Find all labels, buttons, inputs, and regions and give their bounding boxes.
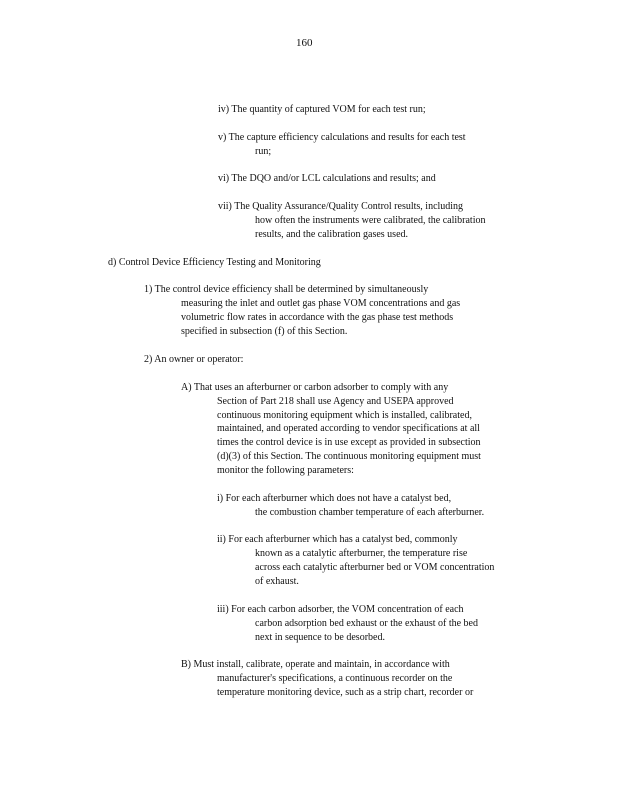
item-Ai-line-2: the combustion chamber temperature of each afterburner. [255,507,485,518]
item-Aii-line-4: of exhaust. [255,576,299,587]
item-A-line-4: maintained, and operated according to vendor specifications at all [217,423,480,434]
item-A-line-1: A) That uses an afterburner or carbon adsorber to comply with any [181,382,449,393]
item-iv-line-1: iv) The quantity of captured VOM for each test run; [218,104,426,115]
item-d1-line-4: specified in subsection (f) of this Section. [181,326,348,337]
item-Ai-line-1: i) For each afterburner which does not have a catalyst bed, [217,493,452,504]
item-A-line-6: (d)(3) of this Section. The continuous monitoring equipment must [217,451,481,462]
item-A-line-2: Section of Part 218 shall use Agency and USEPA approved [217,396,454,407]
item-B-line-3: temperature monitoring device, such as a strip chart, recorder or [217,687,474,698]
item-A-line-3: continuous monitoring equipment which is installed, calibrated, [217,410,472,421]
item-Aiii-line-2: carbon adsorption bed exhaust or the exhaust of the bed [255,618,478,629]
item-d1-line-2: measuring the inlet and outlet gas phase VOM concentrations and gas [181,298,461,309]
item-A-line-5: times the control device is in use except as provided in subsection [217,437,481,448]
item-Aii-line-3: across each catalytic afterburner bed or VOM concentration [255,562,495,573]
item-d2-line-1: 2) An owner or operator: [144,354,244,365]
item-v-line-2: run; [255,146,272,157]
item-vii-line-2: how often the instruments were calibrated, the calibration [255,215,486,226]
item-d1-line-3: volumetric flow rates in accordance with the gas phase test methods [181,312,454,323]
item-v-line-1: v) The capture efficiency calculations and results for each test [218,132,466,143]
section-d-heading: d) Control Device Efficiency Testing and Monitoring [108,257,321,268]
item-Aiii-line-1: iii) For each carbon adsorber, the VOM concentration of each [217,604,464,615]
item-Aii-line-1: ii) For each afterburner which has a catalyst bed, commonly [217,534,458,545]
item-B-line-1: B) Must install, calibrate, operate and maintain, in accordance with [181,659,450,670]
item-Aii-line-2: known as a catalytic afterburner, the temperature rise [255,548,468,559]
item-vii-line-1: vii) The Quality Assurance/Quality Control results, including [218,201,464,212]
item-vi-line-1: vi) The DQO and/or LCL calculations and results; and [218,173,436,184]
page-number: 160 [296,37,313,49]
item-B-line-2: manufacturer's specifications, a continuous recorder on the [217,673,453,684]
item-d1-line-1: 1) The control device efficiency shall be determined by simultaneously [144,284,429,295]
item-vii-line-3: results, and the calibration gases used. [255,229,409,240]
item-Aiii-line-3: next in sequence to be desorbed. [255,632,385,643]
item-A-line-7: monitor the following parameters: [217,465,354,476]
